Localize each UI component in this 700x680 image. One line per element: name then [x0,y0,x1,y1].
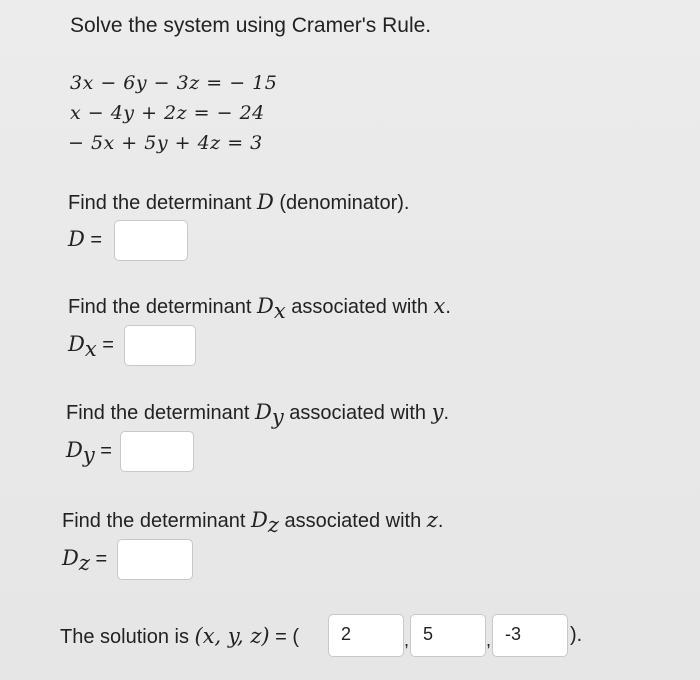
solution-close: ). [570,624,583,646]
determinant-dz-input[interactable] [117,539,193,580]
determinant-dx-input[interactable] [124,325,196,366]
solution-z-input[interactable]: -3 [492,614,568,657]
label-dy: $D_y$ = [66,438,112,467]
equation-1: 3x − 6y − 3z = − 15 [70,72,278,94]
solution-separator: , [404,630,410,650]
prompt-determinant-dz: Find the determinant $D_z$ associated with z. [62,508,444,537]
solution-separator: , [486,630,492,650]
equation-2: x − 4y + 2z = − 24 [70,102,265,124]
determinant-dy-input[interactable] [120,431,194,472]
equation-3: − 5x + 5y + 4z = 3 [68,132,263,154]
determinant-d-input[interactable] [114,220,188,261]
solution-y-input[interactable]: 5 [410,614,486,657]
label-dx: $D_x$ = [68,332,114,361]
solution-label: The solution is (x, y, z) = ( [60,624,300,648]
prompt-determinant-dy: Find the determinant $D_y$ associated with y. [66,400,450,429]
solution-x-input[interactable]: 2 [328,614,404,657]
prompt-determinant-dx: Find the determinant $D_x$ associated with x. [68,294,451,323]
label-d: D = [68,227,103,251]
label-dz: $D_z$ = [62,546,108,575]
question-title: Solve the system using Cramer's Rule. [70,14,432,37]
prompt-determinant-d: Find the determinant D (denominator). [68,190,410,214]
